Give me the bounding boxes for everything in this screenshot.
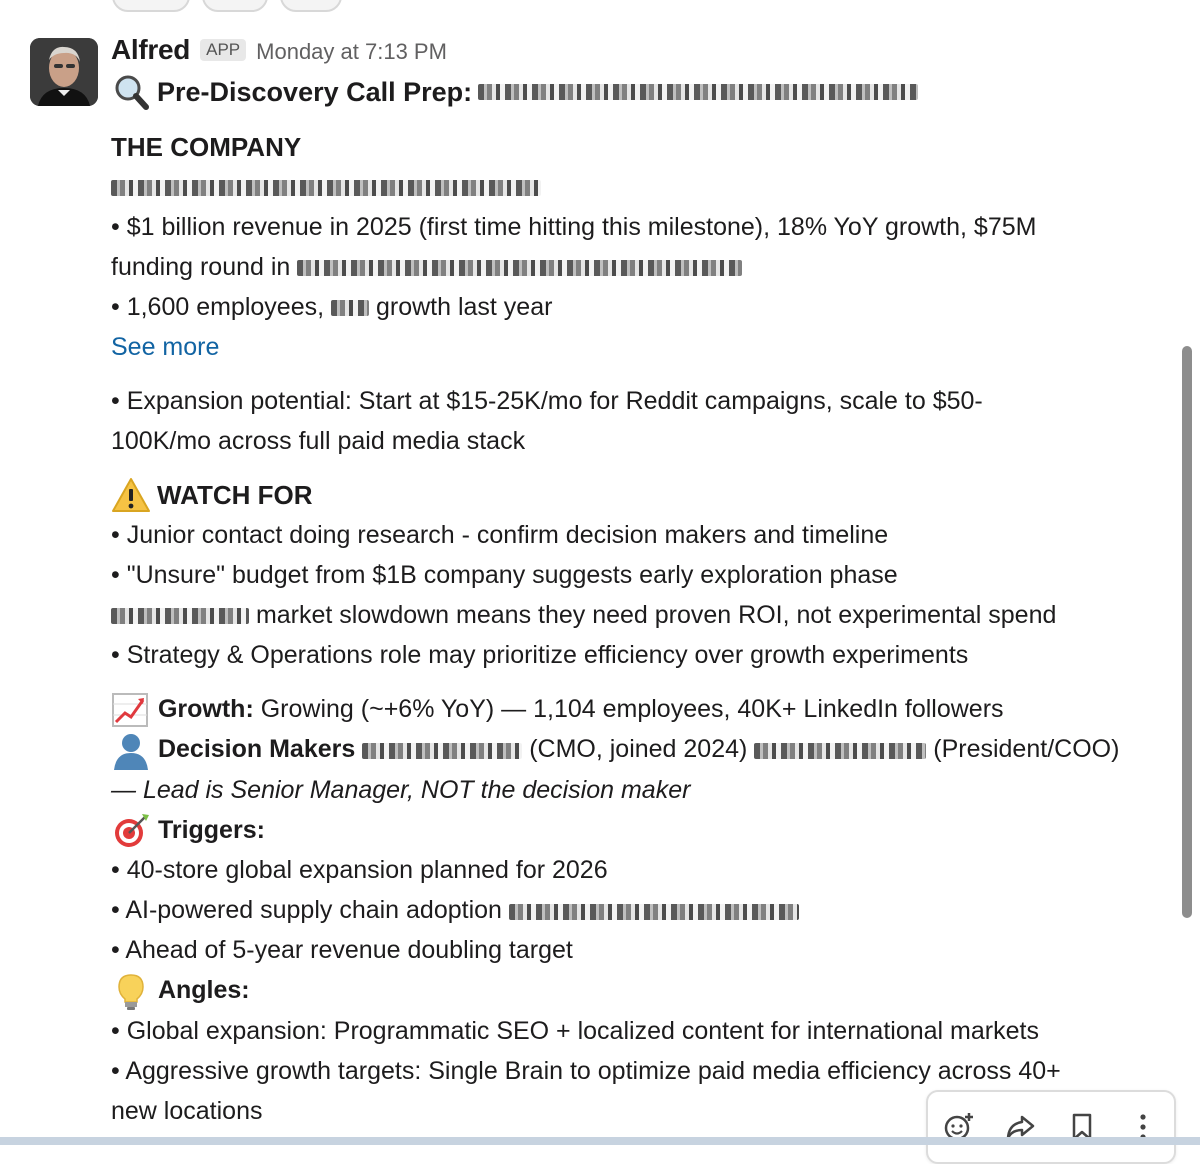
expansion-line-1: • Expansion potential: Start at $15-25K/mo for Reddit campaigns, scale to $50- xyxy=(111,387,983,415)
reaction-pill[interactable] xyxy=(112,0,190,12)
see-more-link[interactable]: See more xyxy=(111,333,220,361)
watch-item-text: market slowdown means they need proven ROI, not experimental spend xyxy=(255,601,1057,629)
trigger-item: • Ahead of 5-year revenue doubling target xyxy=(111,936,573,965)
decision-makers-cmo: (CMO, joined 2024) xyxy=(529,735,748,764)
composer-edge xyxy=(0,1137,1200,1145)
app-badge: APP xyxy=(200,39,246,61)
growth-label: Growth: xyxy=(157,695,254,723)
trigger-item-text: • AI-powered supply chain adoption xyxy=(111,896,502,925)
magnifying-glass-icon xyxy=(111,73,151,111)
decision-makers-pres: (President/COO) xyxy=(933,735,1120,764)
watch-item: • Strategy & Operations role may prioritize efficiency over growth experiments xyxy=(111,641,969,669)
watch-item: • "Unsure" budget from $1B company suggests early exploration phase xyxy=(111,561,898,589)
redacted-text xyxy=(362,743,522,759)
redacted-text xyxy=(331,300,369,316)
redacted-text xyxy=(478,84,918,100)
triggers-heading xyxy=(111,810,1171,850)
bullet-employees-tail: growth last year xyxy=(375,293,553,321)
angle-item: new locations xyxy=(111,1096,263,1125)
watch-item xyxy=(111,595,1171,635)
bullet-revenue-cont-text: funding round in xyxy=(111,253,291,281)
reaction-pill[interactable] xyxy=(202,0,268,12)
decision-makers-note: — Lead is Senior Manager, NOT the decision maker xyxy=(111,775,691,804)
company-heading: THE COMPANY xyxy=(111,132,302,162)
title-text: Pre-Discovery Call Prep: xyxy=(157,77,473,107)
light-bulb-icon xyxy=(111,973,151,1011)
message-header xyxy=(111,34,1171,72)
redacted-text xyxy=(754,743,926,759)
sender-name[interactable]: Alfred xyxy=(111,34,191,65)
bullet-revenue-cont xyxy=(111,247,1171,287)
bullseye-icon xyxy=(111,812,151,850)
message-title xyxy=(111,72,1171,112)
decision-makers-line xyxy=(111,729,1171,769)
message xyxy=(111,34,1171,1131)
avatar[interactable] xyxy=(30,38,98,106)
bullet-revenue: • $1 billion revenue in 2025 (first time hitting this milestone), 18% YoY growth, $75M xyxy=(111,213,1037,241)
redacted-line xyxy=(111,167,1171,207)
redacted-text xyxy=(111,608,249,624)
watch-heading-text: WATCH FOR xyxy=(157,480,313,510)
bullet-employees xyxy=(111,287,1171,327)
chart-increasing-icon xyxy=(111,691,151,729)
redacted-text xyxy=(111,180,541,196)
person-silhouette-icon xyxy=(111,732,151,770)
message-actions-toolbar xyxy=(926,1090,1176,1164)
warning-icon xyxy=(111,476,151,514)
reaction-row xyxy=(112,0,342,12)
bullet-employees-text: • 1,600 employees, xyxy=(111,293,325,321)
expansion-line-2: 100K/mo across full paid media stack xyxy=(111,427,526,455)
triggers-label: Triggers: xyxy=(157,815,265,844)
angles-heading xyxy=(111,970,1171,1010)
reaction-pill[interactable] xyxy=(280,0,342,12)
growth-line xyxy=(111,689,1171,729)
redacted-text xyxy=(509,904,799,920)
scrollbar[interactable] xyxy=(1182,346,1192,918)
angle-item: • Aggressive growth targets: Single Brain to optimize paid media efficiency across 40+ xyxy=(111,1056,1061,1085)
watch-item: • Junior contact doing research - confirm decision makers and timeline xyxy=(111,521,889,549)
growth-text: Growing (~+6% YoY) — 1,104 employees, 40K+ LinkedIn followers xyxy=(260,695,1004,723)
trigger-item xyxy=(111,890,1171,930)
watch-heading xyxy=(111,475,1171,515)
trigger-item: • 40-store global expansion planned for 2026 xyxy=(111,856,608,885)
decision-makers-label: Decision Makers xyxy=(157,735,356,764)
angle-item: • Global expansion: Programmatic SEO + localized content for international markets xyxy=(111,1016,1039,1045)
redacted-text xyxy=(297,260,742,276)
timestamp[interactable]: Monday at 7:13 PM xyxy=(256,39,447,64)
angles-label: Angles: xyxy=(157,976,250,1005)
